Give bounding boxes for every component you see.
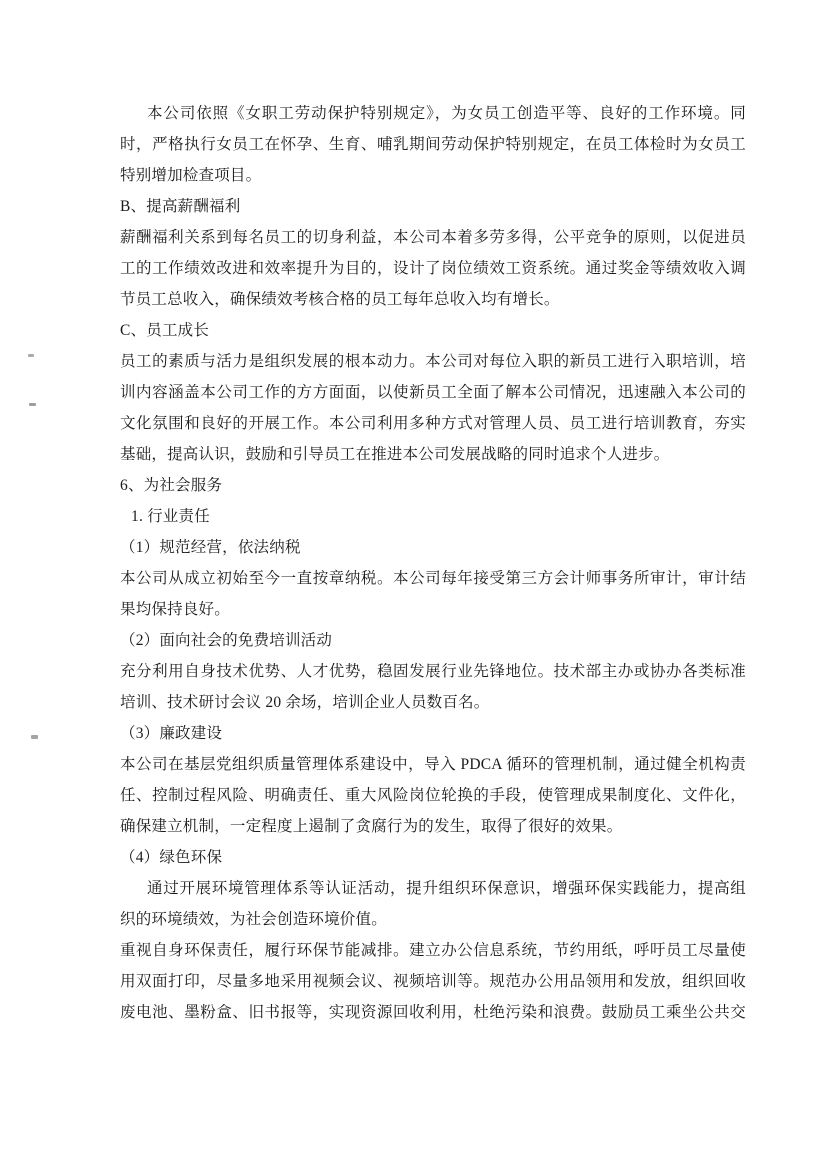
text-line: 果均保持良好。 <box>120 601 230 618</box>
text-line: （3）廉政建设 <box>120 725 223 742</box>
text-line: 工的工作绩效改进和效率提升为目的，设计了岗位绩效工资系统。通过奖金等绩效收入调 <box>120 260 746 277</box>
heading-line <box>120 625 746 656</box>
text-line: 本公司从成立初始至今一直按章纳税。本公司每年接受第三方会计师事务所审计，审计结 <box>120 570 746 587</box>
text-line: 重视自身环保责任，履行环保节能减排。建立办公信息系统，节约用纸，呼吁员工尽量使 <box>120 942 746 959</box>
text-line: 节员工总收入，确保绩效考核合格的员工每年总收入均有增长。 <box>120 291 560 308</box>
heading-line <box>120 842 746 873</box>
text-line: 本公司在基层党组织质量管理体系建设中，导入 PDCA 循环的管理机制，通过健全机构责 <box>120 756 746 773</box>
text-line: 废电池、墨粉盒、旧书报等，实现资源回收利用，杜绝污染和浪费。鼓励员工乘坐公共交 <box>120 1004 746 1021</box>
text-line: 任、控制过程风险、明确责任、重大风险岗位轮换的手段，使管理成果制度化、文件化， <box>120 787 746 804</box>
heading-line <box>120 191 746 222</box>
paragraph <box>120 935 746 1028</box>
heading-line <box>120 501 746 532</box>
text-line: 6、为社会服务 <box>120 477 223 494</box>
text-line: 本公司依照《女职工劳动保护特别规定》，为女员工创造平等、良好的工作环境。同 <box>147 105 746 122</box>
paragraph <box>120 222 746 315</box>
text-line: C、员工成长 <box>120 322 210 339</box>
heading-line <box>120 315 746 346</box>
paragraph <box>120 656 746 718</box>
document-text-block <box>120 98 746 1028</box>
heading-line <box>120 532 746 563</box>
text-line: 培训、技术研讨会议 20 余场，培训企业人员数百名。 <box>120 694 490 711</box>
text-line: （4）绿色环保 <box>120 849 223 866</box>
text-line: 织的环境绩效，为社会创造环境价值。 <box>120 911 387 928</box>
text-line: 充分利用自身技术优势、人才优势，稳固发展行业先锋地位。技术部主办或协办各类标准 <box>120 663 746 680</box>
text-line: （2）面向社会的免费培训活动 <box>120 632 333 649</box>
text-line: 时，严格执行女员工在怀孕、生育、哺乳期间劳动保护特别规定，在员工体检时为女员工 <box>120 136 746 153</box>
text-line: 基础，提高认识，鼓励和引导员工在推进本公司发展战略的同时追求个人进步。 <box>120 446 670 463</box>
scan-speck <box>31 735 38 739</box>
scan-speck <box>28 354 34 357</box>
paragraph <box>120 98 746 191</box>
heading-line <box>120 718 746 749</box>
paragraph <box>120 346 746 470</box>
text-line: 1. 行业责任 <box>131 508 210 525</box>
scan-speck <box>29 403 36 406</box>
paragraph <box>120 749 746 842</box>
text-line: （1）规范经营，依法纳税 <box>120 539 301 556</box>
text-line: 通过开展环境管理体系等认证活动，提升组织环保意识，增强环保实践能力，提高组 <box>147 880 746 897</box>
text-line: 确保建立机制，一定程度上遏制了贪腐行为的发生，取得了很好的效果。 <box>120 818 623 835</box>
paragraph <box>120 563 746 625</box>
text-line: B、提高薪酬福利 <box>120 198 241 215</box>
text-line: 文化氛围和良好的开展工作。本公司利用多种方式对管理人员、员工进行培训教育，夯实 <box>120 415 746 432</box>
heading-line <box>120 470 746 501</box>
text-line: 薪酬福利关系到每名员工的切身利益，本公司本着多劳多得，公平竞争的原则，以促进员 <box>120 229 746 246</box>
text-line: 员工的素质与活力是组织发展的根本动力。本公司对每位入职的新员工进行入职培训，培 <box>120 353 746 370</box>
text-line: 特别增加检查项目。 <box>120 167 262 184</box>
paragraph <box>120 873 746 935</box>
text-line: 用双面打印，尽量多地采用视频会议、视频培训等。规范办公用品领用和发放，组织回收 <box>120 973 746 990</box>
text-line: 训内容涵盖本公司工作的方方面面，以使新员工全面了解本公司情况，迅速融入本公司的 <box>120 384 746 401</box>
